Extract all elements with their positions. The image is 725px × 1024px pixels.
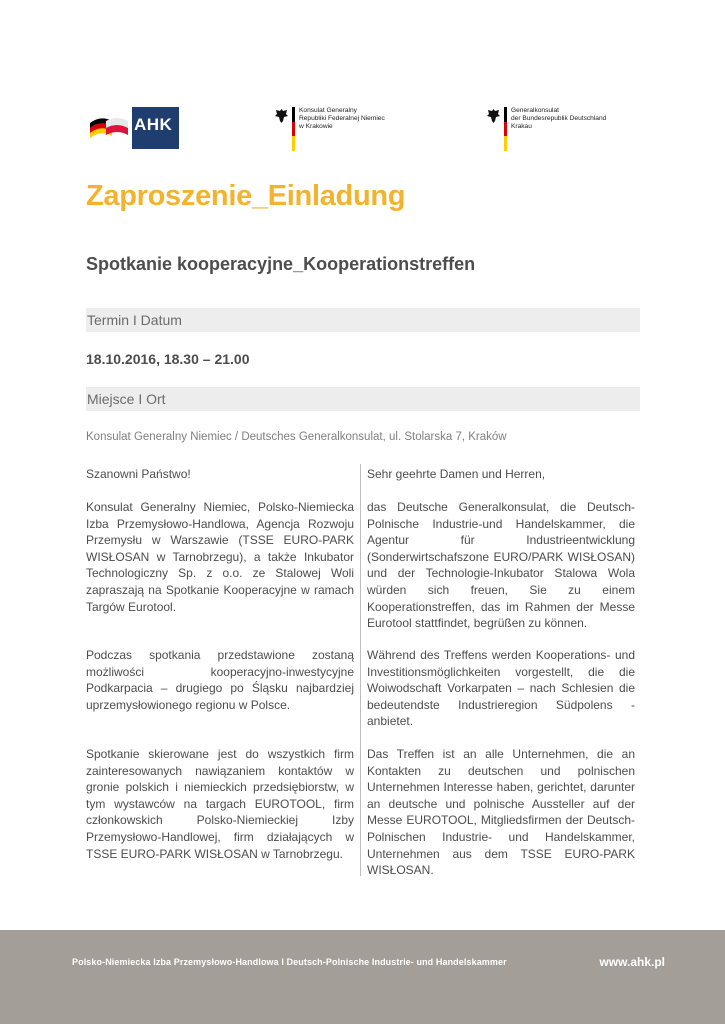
ahk-logo (86, 107, 179, 149)
paragraph-pl-3: Spotkanie skierowane jest do wszystkich firm zainteresowanych nawiązaniem kontaktów w gronie polskich i niemieckich przedsiębiorstw, w tym wystawców na targach EUROTOOL, firm członkowskich Polsko-Niemieckiej Izby Przemysłowo-Handlowej, firm działających w TSSE EURO-PARK WISŁOSAN w Tarnobrzegu. (86, 747, 354, 861)
consulate-logo-pl (274, 107, 385, 151)
event-date: 18.10.2016, 18.30 – 21.00 (86, 351, 250, 367)
footer-website-link[interactable]: www.ahk.pl (599, 955, 665, 969)
paragraph-de-2: Während des Treffens werden Kooperations- und Investitionsmöglichkeiten vorgestellt, die die Woiwodschaft Vorkarpaten – nach Schlesien die bedeutendste Industrieregion Südpolens - anbietet. (367, 648, 635, 729)
flag-bar (504, 107, 507, 151)
event-place: Konsulat Generalny Niemiec / Deutsches Generalkonsulat, ul. Stolarska 7, Kraków (86, 431, 507, 443)
greeting-pl: Szanowni Państwo! (86, 467, 191, 481)
consulate-pl-line-1: Konsulat Generalny (299, 107, 357, 114)
footer (0, 930, 725, 1024)
place-section-bar (86, 387, 640, 411)
date-section-bar (86, 308, 640, 332)
ahk-wordmark: AHK (134, 115, 173, 134)
paragraph-de-3: Das Treffen ist an alle Unternehmen, die an Kontakten zu deutschen und polnischen Unternehmen Interesse haben, gerichtet, darunter an deutsche und polnische Aussteller auf der Messe EUROTOOL, Mitgliedsfirmen der Deutsch-Polnischen Industrie- und Handelskammer, Unternehmen aus dem TSSE EURO-PARK WISŁOSAN. (367, 747, 635, 878)
eagle-icon (274, 108, 289, 124)
place-label: Miejsce I Ort (87, 391, 166, 407)
paragraph-de-1: das Deutsche Generalkonsulat, die Deutsch-Polnische Industrie-und Handelskammer, die Agentur für Industrieentwicklung (Sonderwirtschafszone EURO/PARK WISŁOSAN) und der Technologie-Inkubator Stalowa Wola würden sich freuen, Sie zu einem Kooperationstreffen, das im Rahmen der Messe Eurotool stattfindet, begrüßen zu können. (367, 500, 635, 631)
eagle-icon (486, 108, 501, 124)
paragraph-pl-1: Konsulat Generalny Niemiec, Polsko-Niemiecka Izba Przemysłowo-Handlowa, Agencja Rozwoju Przemysłu w Warszawie (TSSE EURO-PARK WISŁOSAN w Tarnobrzegu), a także Inkubator Technologiczny Sp. z o.o. ze Stalowej Woli zapraszają na Spotkanie Kooperacyjne w ramach Targów Eurotool. (86, 500, 354, 614)
consulate-pl-line-2: Republiki Federalnej Niemiec (299, 115, 385, 122)
consulate-de-line-1: Generalkonsulat (511, 107, 560, 114)
column-divider (360, 464, 361, 876)
consulate-de-line-3: Krakau (511, 123, 532, 130)
consulate-de-line-2: der Bundesrepublik Deutschland (511, 115, 607, 122)
date-label: Termin I Datum (87, 312, 182, 328)
consulate-pl-line-3: w Krakowie (299, 123, 333, 130)
consulate-logo-de (486, 107, 606, 151)
flag-bar (292, 107, 295, 151)
paragraph-pl-2: Podczas spotkania przedstawione zostaną możliwości kooperacyjno-inwestycyjne Podkarpacia – drugiego po Śląsku najbardziej uprzemysłowionego regionu w Polsce. (86, 648, 354, 712)
page-title: Zaproszenie_Einladung (86, 180, 406, 212)
page-subtitle: Spotkanie kooperacyjne_Kooperationstreffen (86, 254, 476, 274)
footer-chamber-name: Polsko-Niemiecka Izba Przemysłowo-Handlowa I Deutsch-Polnische Industrie- und Handelskammer (72, 957, 507, 967)
greeting-de: Sehr geehrte Damen und Herren, (367, 467, 546, 481)
